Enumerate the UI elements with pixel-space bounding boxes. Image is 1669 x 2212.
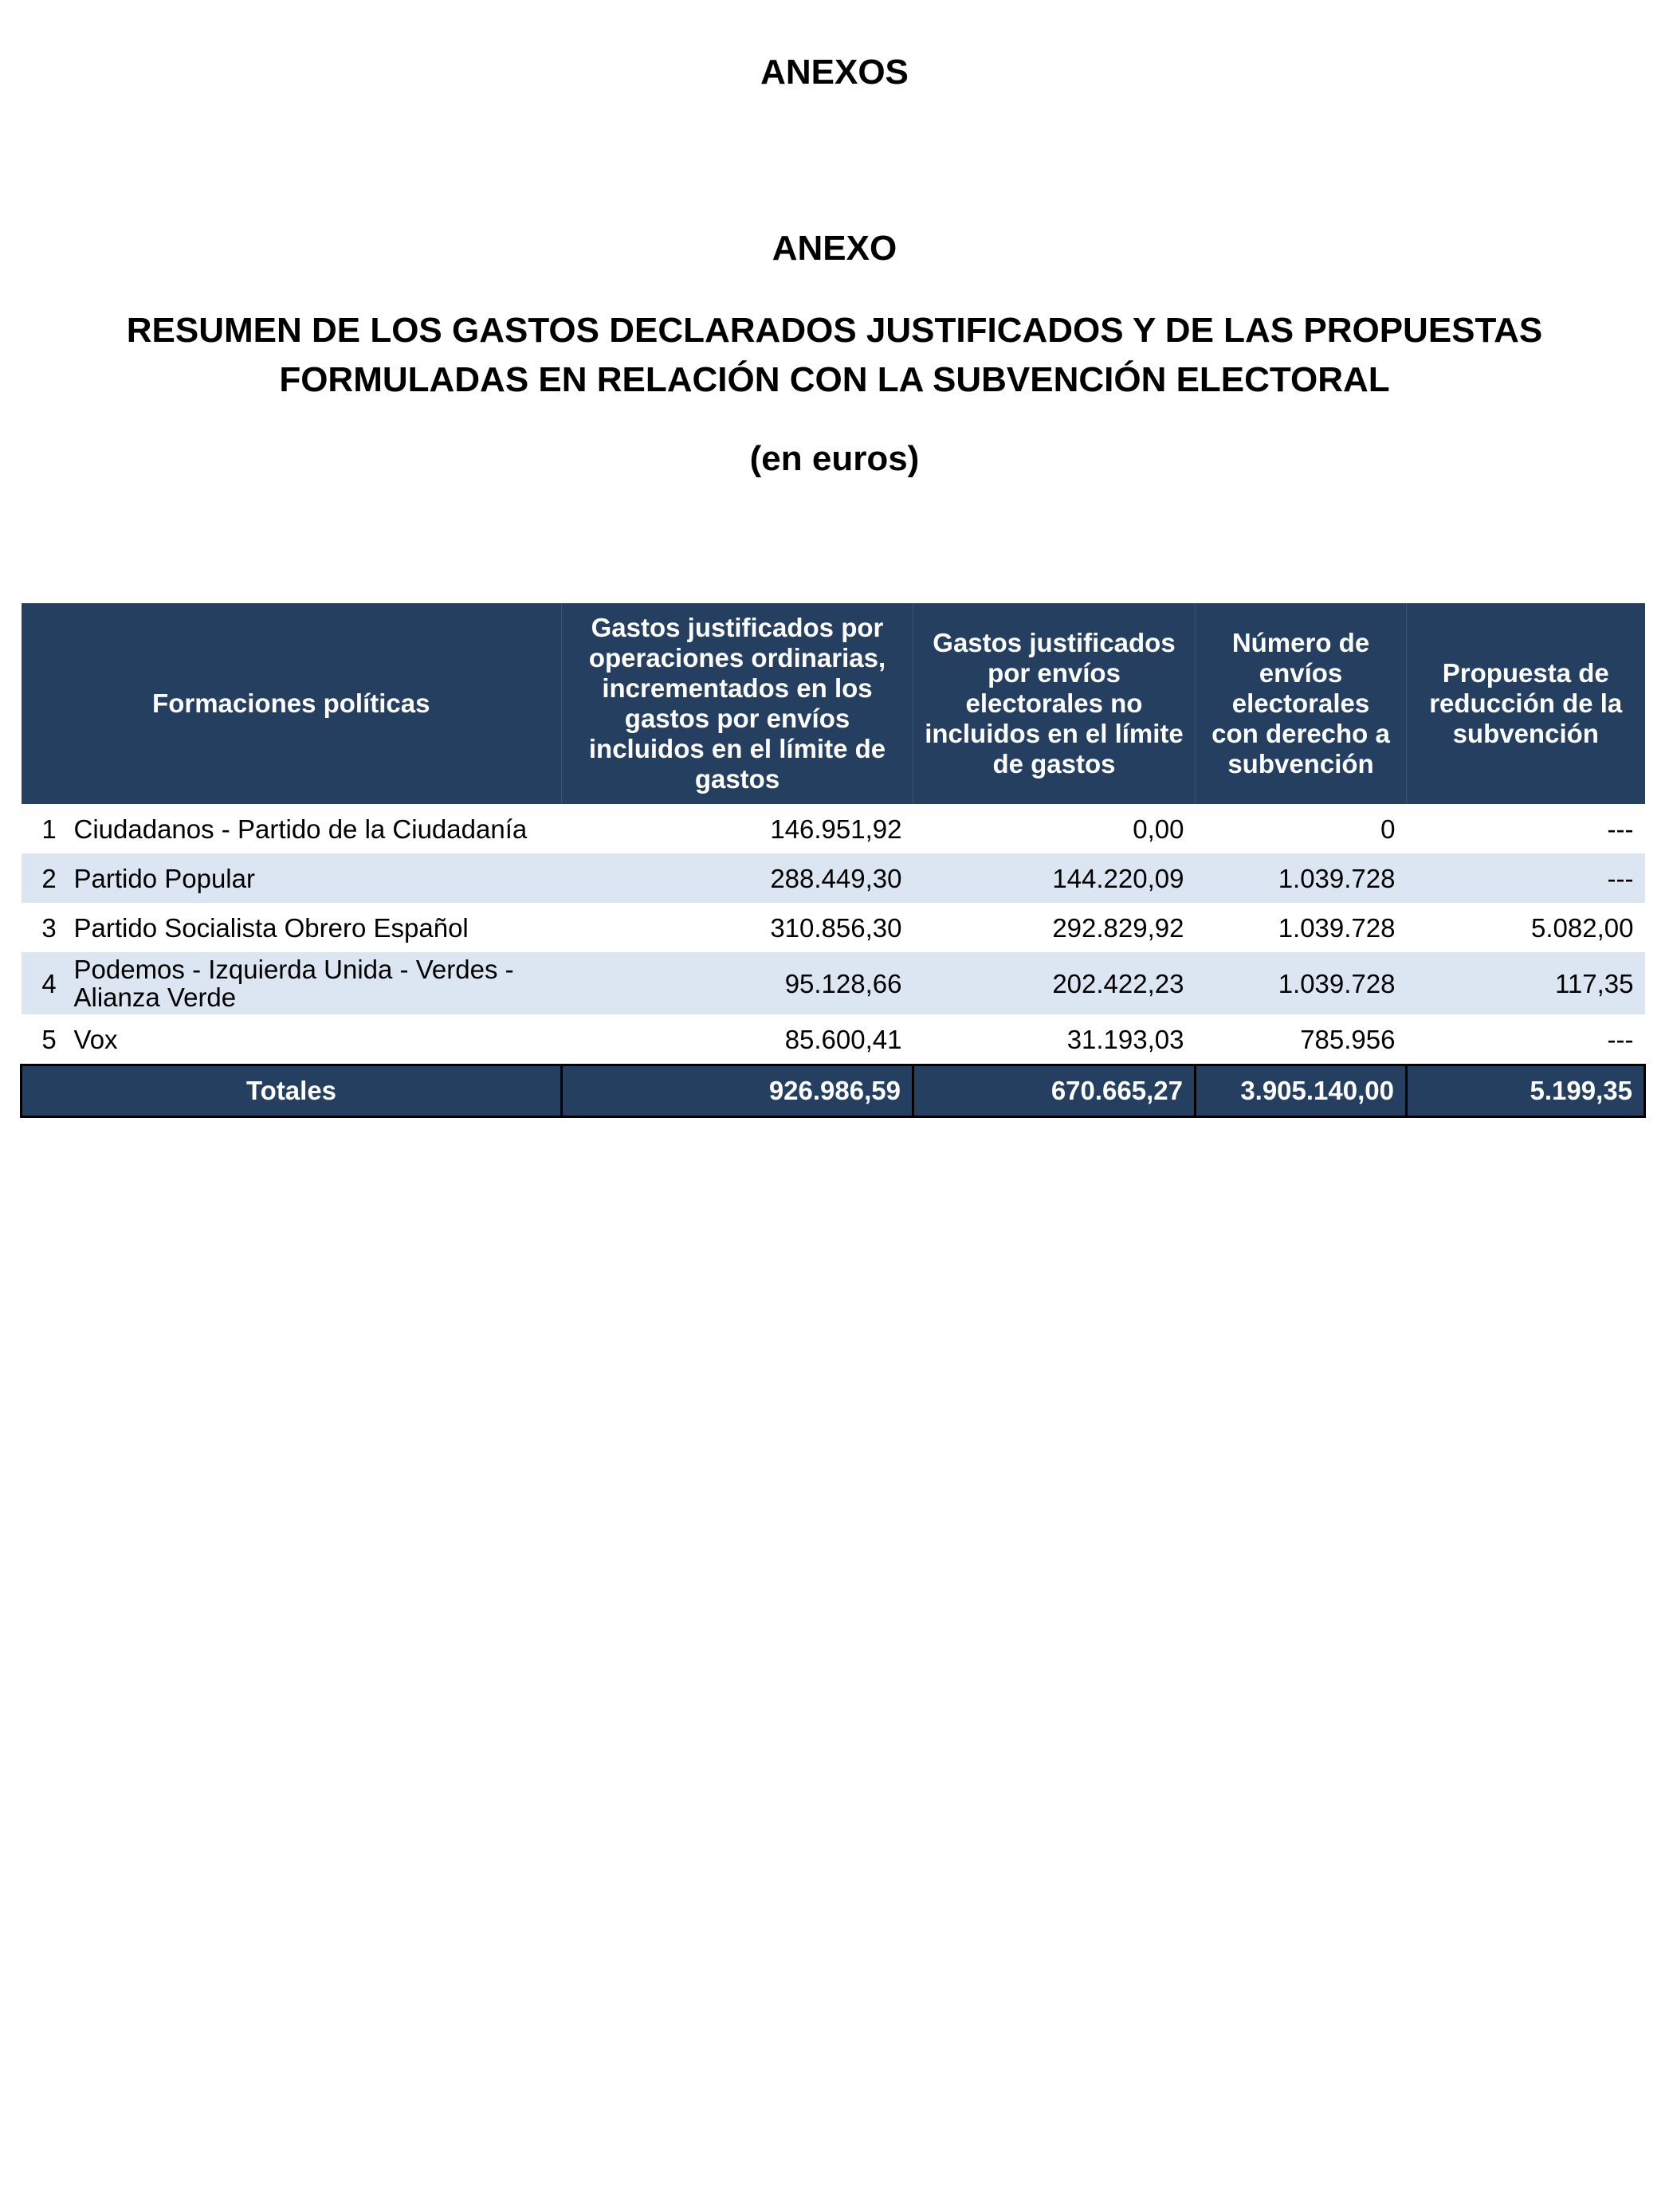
reduction-proposal-value: 117,35 — [1407, 952, 1645, 1014]
section-heading-anexo: ANEXO — [772, 229, 897, 268]
total-mailing-expenses: 670.665,27 — [913, 1065, 1196, 1117]
ordinary-expenses-value: 146.951,92 — [770, 814, 902, 844]
row-number: 2 — [22, 853, 71, 903]
mailing-expenses-value: 144.220,09 — [913, 853, 1196, 903]
total-ordinary-expenses: 926.986,59 — [562, 1065, 913, 1117]
party-name: Partido Popular — [71, 853, 562, 903]
mailing-expenses-value: 202.422,23 — [913, 952, 1196, 1014]
document-title-line-1: RESUMEN DE LOS GASTOS DECLARADOS JUSTIFICADOS Y DE LAS PROPUESTAS — [126, 311, 1543, 350]
column-header-party: Formaciones políticas — [22, 603, 562, 804]
column-header-reduction-proposal: Propuesta de reducción de la subvención — [1407, 603, 1645, 804]
table-row — [22, 1014, 1645, 1065]
table-row — [22, 903, 1645, 952]
total-number-of-mailings: 3.905.140,00 — [1196, 1065, 1407, 1117]
column-header-mailing-expenses: Gastos justificados por envíos electorales no incluidos en el límite de gastos — [913, 603, 1196, 804]
totals-row — [22, 1065, 1645, 1117]
number-of-mailings-value: 785.956 — [1300, 1024, 1396, 1054]
row-number: 3 — [41, 912, 57, 943]
row-number: 5 — [41, 1024, 57, 1054]
party-name: Vox — [73, 1024, 118, 1054]
reduction-proposal-value: 5.082,00 — [1531, 912, 1634, 943]
units-note: (en euros) — [749, 439, 920, 478]
party-name: Partido Socialista Obrero Español — [73, 912, 469, 943]
row-number: 4 — [22, 952, 71, 1014]
party-name: Podemos - Izquierda Unida - Verdes - Alianza Verde — [71, 952, 562, 1014]
mailing-expenses-value: 292.829,92 — [1052, 912, 1184, 943]
mailing-expenses-value: 0,00 — [1133, 814, 1184, 844]
number-of-mailings-value: 1.039.728 — [1196, 952, 1407, 1014]
reduction-proposal-value: --- — [1607, 1024, 1634, 1054]
reduction-proposal-value: --- — [1407, 853, 1645, 903]
number-of-mailings-value: 1.039.728 — [1278, 912, 1396, 943]
row-number: 1 — [41, 814, 57, 844]
reduction-proposal-value: --- — [1607, 814, 1634, 844]
document-title — [0, 306, 1669, 405]
mailing-expenses-value: 31.193,03 — [1066, 1024, 1184, 1054]
column-header-number-of-mailings: Número de envíos electorales con derecho a subvención — [1196, 603, 1407, 804]
expenses-summary-table — [20, 603, 1646, 1118]
number-of-mailings-value: 1.039.728 — [1196, 853, 1407, 903]
party-name: Ciudadanos - Partido de la Ciudadanía — [73, 814, 528, 844]
totals-label: Totales — [22, 1065, 562, 1117]
ordinary-expenses-value: 95.128,66 — [562, 952, 913, 1014]
page-heading-anexos: ANEXOS — [760, 53, 909, 92]
ordinary-expenses-value: 310.856,30 — [770, 912, 902, 943]
table-row — [22, 853, 1645, 903]
document-title-line-2: FORMULADAS EN RELACIÓN CON LA SUBVENCIÓN ELECTORAL — [279, 360, 1390, 399]
table-header-row — [22, 603, 1645, 804]
ordinary-expenses-value: 85.600,41 — [784, 1024, 902, 1054]
number-of-mailings-value: 0 — [1380, 814, 1396, 844]
table-row — [22, 952, 1645, 1014]
ordinary-expenses-value: 288.449,30 — [562, 853, 913, 903]
column-header-ordinary-expenses: Gastos justificados por operaciones ordinarias, incrementados en los gastos por envíos incluidos en el límite de gastos — [562, 603, 913, 804]
total-reduction-proposal: 5.199,35 — [1407, 1065, 1645, 1117]
table-row — [22, 804, 1645, 853]
